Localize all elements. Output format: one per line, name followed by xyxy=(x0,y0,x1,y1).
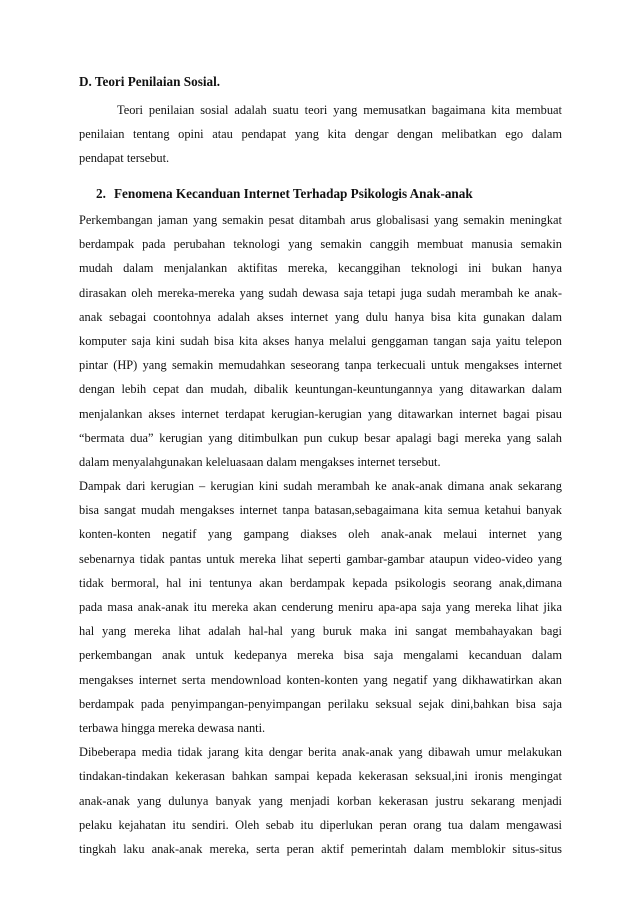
text-line: perkembangan anak untuk kedepanya mereka bisa saja mengalami kecanduan dalam xyxy=(79,648,562,663)
text-line: pendapat tersebut. xyxy=(79,151,170,166)
text-line: sebenarnya tidak pantas untuk mereka lihat seperti gambar-gambar ataupun video-video yang xyxy=(79,551,562,566)
text-line: pada masa anak-anak itu mereka akan cenderung meniru apa-apa saja yang mereka lihat jika xyxy=(79,600,562,614)
body-paragraph-3 xyxy=(79,740,562,861)
text-line: menjalankan akses internet terdapat kerugian-kerugian yang ditawarkan internet bagai pisau xyxy=(79,406,562,421)
text-line: mudah dalam menjalankan aktifitas mereka, kecanggihan teknologi ini bukan hanya xyxy=(79,261,562,276)
text-line: bisa sangat mudah mengakses internet tanpa batasan,sebagaimana kita semua ketahui banyak xyxy=(79,503,562,518)
text-line: dalam menyalahgunakan keleluasaan dalam mengakses internet tersebut. xyxy=(79,454,441,469)
subsection-title: Fenomena Kecanduan Internet Terhadap Psikologis Anak-anak xyxy=(114,186,473,201)
body-paragraph-1 xyxy=(79,208,562,474)
text-line: anak sebagai coontohnya adalah akses internet yang dulu hanya bisa kita gunakan dalam xyxy=(79,309,562,324)
text-line: mengakses internet serta mendownload konten-konten yang negatif yang dikhawatirkan akan xyxy=(79,672,562,687)
text-line: berdampak pada penyimpangan-penyimpangan perilaku seksual sejak dini,bahkan bisa saja xyxy=(79,696,562,711)
text-line: berdampak pada perubahan teknologi yang semakin canggih membuat manusia semakin xyxy=(79,237,562,252)
text-line: tingkah laku anak-anak mereka, serta peran aktif pemerintah dalam memblokir situs-situs xyxy=(79,841,562,856)
text-line: dengan lebih cepat dan mudah, dibalik keuntungan-keuntungannya yang ditawarkan dalam xyxy=(79,382,562,397)
section-body xyxy=(79,208,562,861)
subsection-heading xyxy=(96,184,473,203)
text-line: hal yang mereka lihat adalah hal-hal yang buruk maka ini sangat membahayakan bagi xyxy=(79,624,562,639)
text-line: dirasakan oleh mereka-mereka yang sudah dewasa saja tetapi juga sudah merambah ke anak- xyxy=(79,285,562,300)
text-line: pintar (HP) yang semakin memudahkan seseorang tanpa terkecuali untuk mengakses internet xyxy=(79,358,562,373)
text-line: konten-konten negatif yang gampang diakses oleh anak-anak melaui internet yang xyxy=(79,527,562,542)
body-paragraph-2 xyxy=(79,474,562,740)
text-line: “bermata dua” kerugian yang ditimbulkan pun cukup besar apalagi bagi mereka yang salah xyxy=(79,430,562,445)
text-line: penilaian tentang opini atau pendapat yang kita dengar dengan melibatkan ego dalam xyxy=(79,127,562,142)
text-line: anak-anak yang dulunya banyak yang menjadi korban kekerasan justru sekarang menjadi xyxy=(79,793,562,808)
subsection-number: 2. xyxy=(96,186,106,201)
text-line: Dibeberapa media tidak jarang kita dengar berita anak-anak yang dibawah umur melakukan xyxy=(79,745,562,760)
text-line: tidak bermoral, hal ini tentunya akan berdampak kepada psikologis seorang anak,dimana xyxy=(79,575,562,590)
text-line: Teori penilaian sosial adalah suatu teori yang memusatkan bagaimana kita membuat xyxy=(117,103,562,117)
text-line: komputer saja kini sudah bisa kita akses hanya melalui genggaman tangan saja yaitu telepon xyxy=(79,333,562,348)
text-line: Perkembangan jaman yang semakin pesat ditambah arus globalisasi yang semakin meningkat xyxy=(79,213,562,227)
text-line: pelaku kejahatan itu sendiri. Oleh sebab itu diperlukan peran orang tua dalam mengawasi xyxy=(79,817,562,832)
text-line: Dampak dari kerugian – kerugian kini sudah merambah ke anak-anak dimana anak sekarang xyxy=(79,479,562,494)
text-line: tindakan-tindakan kekerasan bahkan sampai kepada kekerasan seksual,ini ironis mengingat xyxy=(79,769,562,784)
section-heading: D. Teori Penilaian Sosial. xyxy=(79,74,221,89)
text-line: terbawa hingga mereka dewasa nanti. xyxy=(79,720,266,735)
intro-paragraph xyxy=(79,98,562,171)
